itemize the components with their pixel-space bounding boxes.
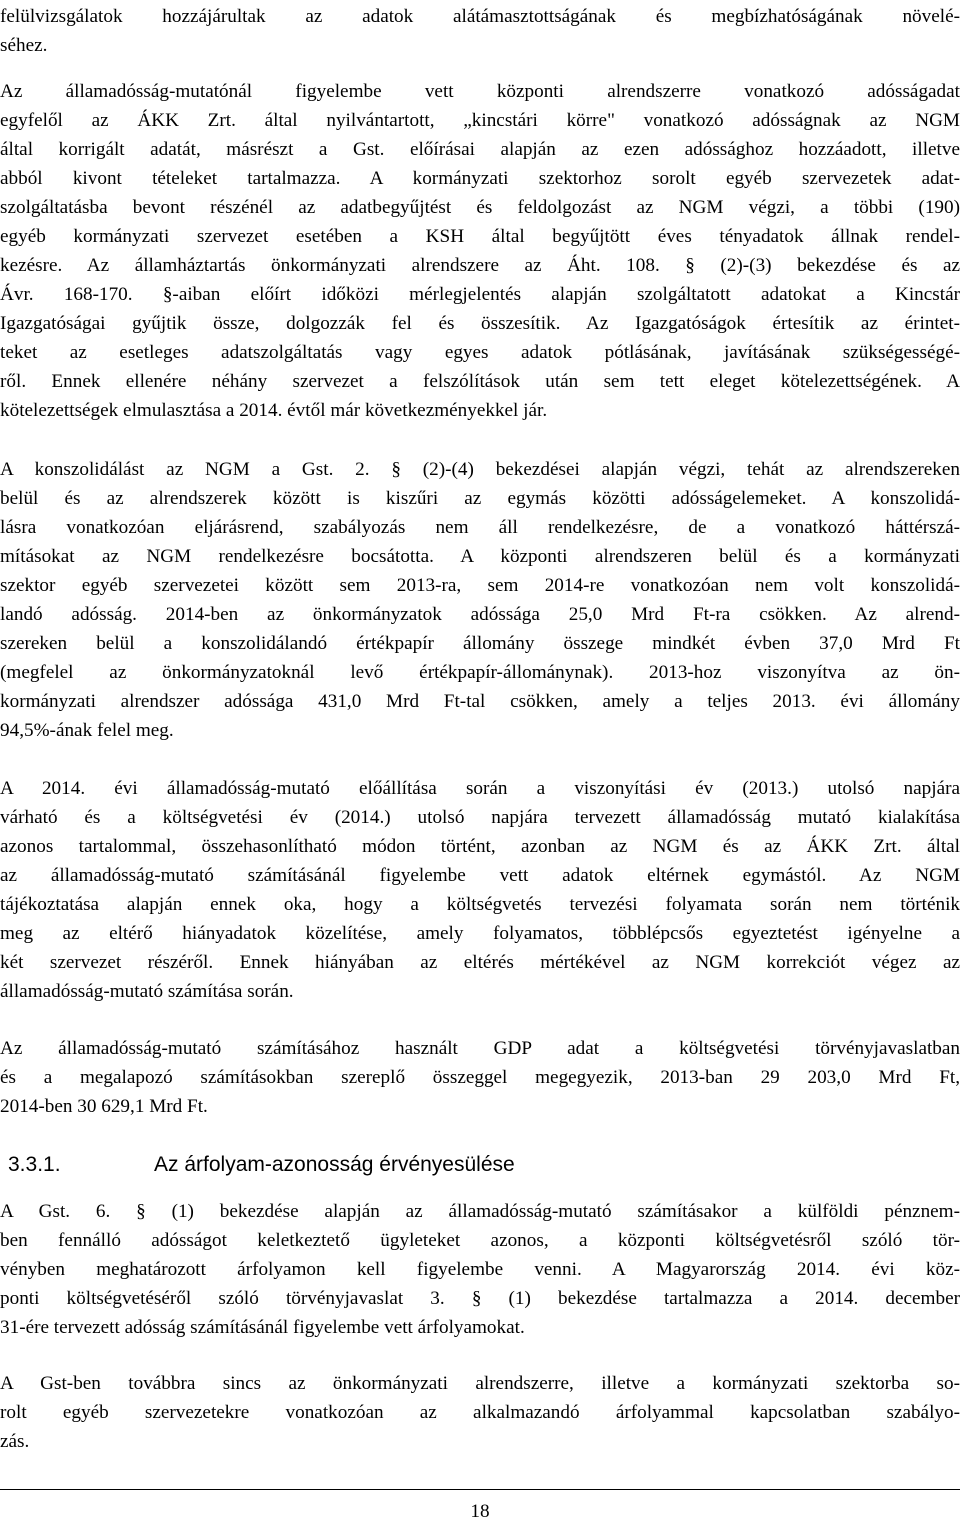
text-line: szereken belül a konszolidálandó értékpapír állomány összege mindkét évben 37,0 Mrd Ft [0, 633, 960, 654]
text-line: ben fennálló adósságot keletkeztető ügyleteket azonos, a központi költségvetésről szóló tör- [0, 1230, 960, 1251]
text-line: szektor egyéb szervezetei között sem 2013-ra, sem 2014-re vonatkozóan nem volt konszolidá- [0, 575, 960, 596]
text-line: A 2014. évi államadósság-mutató előállítása során a viszonyítási év (2013.) utolsó napjára [0, 778, 960, 799]
text-line: 31-ére tervezett adósság számításánál figyelembe vett árfolyamokat. [0, 1317, 525, 1338]
section-title: Az árfolyam-azonosság érvényesülése [154, 1153, 515, 1176]
text-line: és a megalapozó számításokban szereplő összeggel megegyezik, 2013-ban 29 203,0 Mrd Ft, [0, 1067, 960, 1088]
text-line: kormányzati alrendszer adóssága 431,0 Mrd Ft-tal csökken, amely a teljes 2013. évi állomány [0, 691, 960, 712]
text-line: várható és a költségvetési év (2014.) utolsó napjára tervezett államadósság mutató kialakítása [0, 807, 960, 828]
text-line: ponti költségvetéséről szóló törvényjavaslat 3. § (1) bekezdése tartalmazza a 2014. december [0, 1288, 960, 1309]
text-line: szolgáltatásba bevont részénél az adatbegyűjtést és feldolgozást az NGM végzi, a többi (190) [0, 197, 960, 218]
paragraph-debt-data [0, 77, 960, 425]
text-line: séhez. [0, 35, 48, 56]
text-line: A konszolidálást az NGM a Gst. 2. § (2)-(4) bekezdései alapján végzi, tehát az alrendszereken [0, 459, 960, 480]
text-line: államadósság-mutató számítása során. [0, 981, 294, 1002]
text-line: tájékoztatása alapján ennek oka, hogy a költségvetés tervezési folyamata során nem történik [0, 894, 960, 915]
text-line: lásra vonatkozóan eljárásrend, szabályozás nem áll rendelkezésre, de a vonatkozó háttérszá- [0, 517, 960, 538]
text-line: egyéb kormányzati szervezet esetében a KSH által begyűjtött éves tényadatok állnak rendel- [0, 226, 960, 247]
text-line: kötelezettségek elmulasztása a 2014. évtől már következményekkel jár. [0, 400, 548, 421]
paragraph-local-government [0, 1369, 960, 1456]
text-line: Az államadósság-mutató számításához használt GDP adat a költségvetési törvényjavaslatban [0, 1038, 960, 1059]
text-line: mításokat az NGM rendelkezésre bocsátotta. A központi alrendszeren belül és a kormányzati [0, 546, 960, 567]
text-line: Igazgatóságai gyűjtik össze, dolgozzák fel és összesítik. Az Igazgatóságok értesítik az érintet- [0, 313, 960, 334]
text-line: ről. Ennek ellenére néhány szervezet a felszólítások után sem tett eleget kötelezettségének. A [0, 371, 960, 392]
section-number: 3.3.1. [8, 1153, 61, 1176]
text-line: két szervezet részéről. Ennek hiányában az eltérés mértékével az NGM korrekciót végez az [0, 952, 960, 973]
text-line: felülvizsgálatok hozzájárultak az adatok alátámasztottságának és megbízhatóságának növelé- [0, 6, 960, 27]
page-number: 18 [470, 1501, 490, 1522]
text-line: kezésre. Az államháztartás önkormányzati alrendszere az Áht. 108. § (2)-(3) bekezdése és az [0, 255, 960, 276]
footer-divider [0, 1489, 960, 1490]
section-heading [0, 1148, 960, 1182]
text-line: egyfelől az ÁKK Zrt. által nyilvántartott, „kincstári körre" vonatkozó adósságnak az NGM [0, 110, 960, 131]
text-line: teket az esetleges adatszolgáltatás vagy egyes adatok pótlásának, javításának szükségességé- [0, 342, 960, 363]
text-line: azonos tartalommal, összehasonlítható módon történt, azonban az NGM és az ÁKK Zrt. által [0, 836, 960, 857]
text-line: A Gst. 6. § (1) bekezdése alapján az államadósság-mutató számításakor a külföldi pénznem- [0, 1201, 960, 1222]
paragraph-consolidation [0, 455, 960, 745]
text-line: 94,5%-ának felel meg. [0, 720, 174, 741]
text-line: zás. [0, 1431, 30, 1452]
text-line: Ávr. 168-170. §-aiban előírt időközi mérlegjelentés alapján szolgáltatott adatokat a Kincstár [0, 284, 960, 305]
text-line: belül és az alrendszerek között is kiszűri az egymás közötti adósságelemeket. A konszolidá- [0, 488, 960, 509]
text-line: (megfelel az önkormányzatoknál levő értékpapír-állománynak). 2013-hoz viszonyítva az ön- [0, 662, 960, 683]
text-line: által korrigált adatát, másrészt a Gst. előírásai alapján az ezen adóssághoz hozzáadott, illetve [0, 139, 960, 160]
text-line: landó adósság. 2014-ben az önkormányzatok adóssága 25,0 Mrd Ft-ra csökken. Az alrend- [0, 604, 960, 625]
text-line: A Gst-ben továbbra sincs az önkormányzati alrendszerre, illetve a kormányzati szektorba so- [0, 1373, 960, 1394]
text-line: abból kivont tételeket tartalmazza. A kormányzati szektorhoz sorolt egyéb szervezetek adat- [0, 168, 960, 189]
text-line: 2014-ben 30 629,1 Mrd Ft. [0, 1096, 208, 1117]
text-line: vényben meghatározott árfolyamon kell figyelembe venni. A Magyarország 2014. évi köz- [0, 1259, 960, 1280]
paragraph-intro [0, 2, 960, 60]
text-line: meg az eltérő hiányadatok közelítése, amely folyamatos, többlépcsős egyeztetést igényelne a [0, 923, 960, 944]
paragraph-debt-indicator [0, 774, 960, 1006]
paragraph-gdp [0, 1034, 960, 1121]
text-line: rolt egyéb szervezetekre vonatkozóan az alkalmazandó árfolyammal kapcsolatban szabályo- [0, 1402, 960, 1423]
text-line: Az államadósság-mutatónál figyelembe vett központi alrendszerre vonatkozó adósságadat [0, 81, 960, 102]
paragraph-exchange-rate [0, 1197, 960, 1342]
text-line: az államadósság-mutató számításánál figyelembe vett adatok eltérnek egymástól. Az NGM [0, 865, 960, 886]
